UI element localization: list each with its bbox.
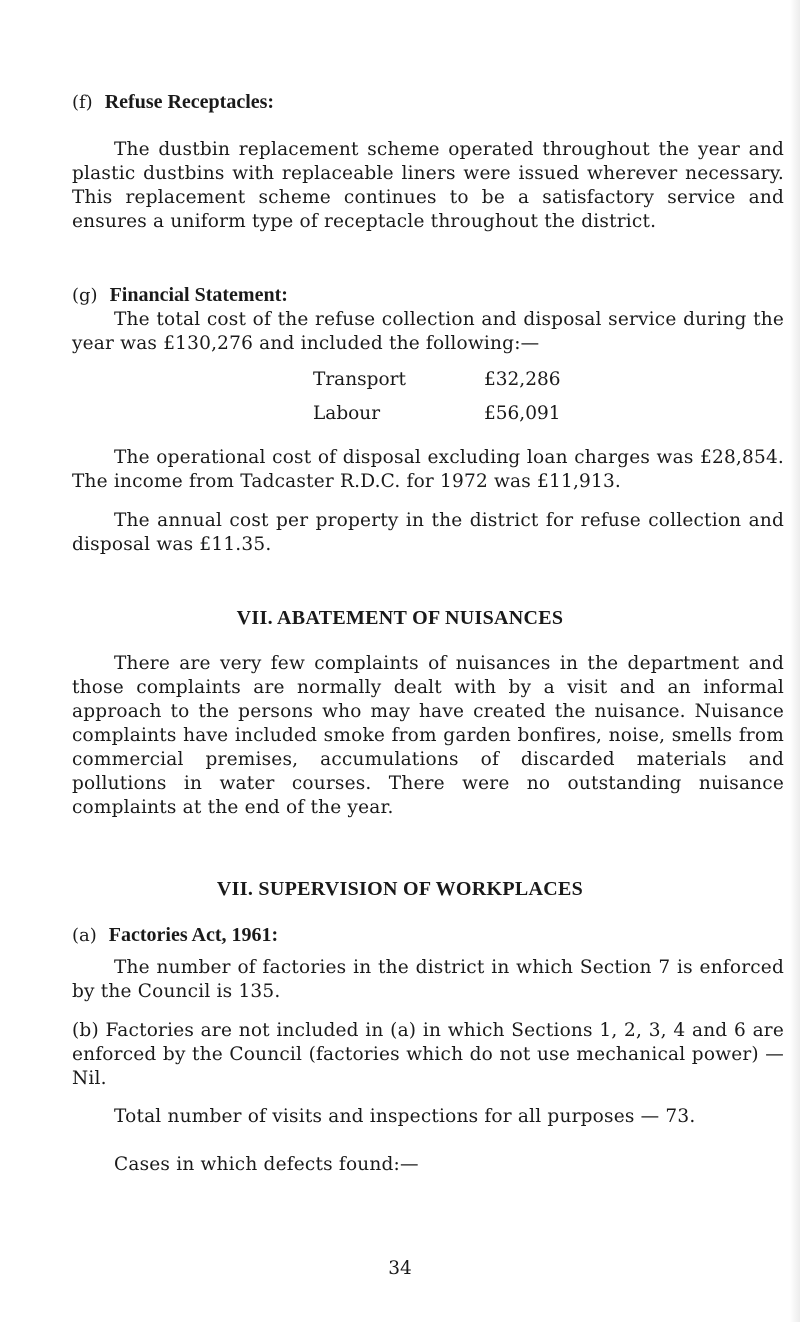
visits-paragraph xyxy=(72,1105,784,1129)
financial-operational: The operational cost of disposal excluding loan charges was £28,854. The income from Tadcaster R.D.C. for 1972 was £11,913. xyxy=(72,447,784,492)
financial-item-name: Transport xyxy=(313,369,406,390)
nuisances-title: VII. ABATEMENT OF NUISANCES xyxy=(236,607,564,629)
financial-item-amount: £56,091 xyxy=(484,403,561,424)
workplaces-title: VII. SUPERVISION OF WORKPLACES xyxy=(216,878,584,900)
refuse-body: The dustbin replacement scheme operated throughout the year and plastic dustbins with replaceable liners were issued wherever necessary. This replacement scheme continues to be a satisfactory service and ensures a uniform type of receptacle throughout the district. xyxy=(72,139,784,232)
financial-annual-paragraph xyxy=(72,509,784,557)
cases-paragraph xyxy=(72,1153,784,1177)
financial-item-name: Labour xyxy=(313,403,381,424)
factories-para-a xyxy=(72,956,784,1004)
nuisances-body: There are very few complaints of nuisances in the department and those complaints are normally dealt with by a visit and an informal approach to the persons who may have created the nuisance. Nuisance complaints have included smoke from garden bonfires, noise, smells from commercial premises, accumulations of discarded materials and pollutions in water courses. There were no outstanding nuisance complaints at the end of the year. xyxy=(72,653,784,818)
financial-intro-paragraph xyxy=(72,308,784,356)
factories-heading xyxy=(72,922,784,949)
cases-text: Cases in which defects found:— xyxy=(114,1154,419,1175)
visits-text: Total number of visits and inspections for all purposes — 73. xyxy=(114,1106,696,1127)
financial-intro: The total cost of the refuse collection and disposal service during the year was £130,276 and included the following:— xyxy=(72,309,784,354)
financial-annual: The annual cost per property in the district for refuse collection and disposal was £11.35. xyxy=(72,510,784,555)
factories-para-b-text: (b) Factories are not included in (a) in which Sections 1, 2, 3, 4 and 6 are enforced by the Council (factories which do not use mechanical power) — Nil. xyxy=(72,1020,784,1089)
refuse-paragraph xyxy=(72,138,784,234)
factories-label: (a) xyxy=(72,925,97,946)
refuse-label: (f) xyxy=(72,92,93,113)
financial-label: (g) xyxy=(72,285,98,306)
factories-para-b xyxy=(72,1019,784,1091)
financial-heading xyxy=(72,282,784,309)
financial-operational-paragraph xyxy=(72,446,784,494)
refuse-heading xyxy=(72,89,784,116)
refuse-title: Refuse Receptacles: xyxy=(104,91,275,113)
page-edge-shadow xyxy=(790,0,800,1322)
financial-title: Financial Statement: xyxy=(109,284,288,306)
factories-title: Factories Act, 1961: xyxy=(108,924,279,946)
factories-para-a-text: The number of factories in the district in which Section 7 is enforced by the Council is 135. xyxy=(72,957,784,1002)
page-number: 34 xyxy=(388,1258,412,1279)
financial-item-amount: £32,286 xyxy=(484,369,561,390)
nuisances-paragraph xyxy=(72,652,784,820)
